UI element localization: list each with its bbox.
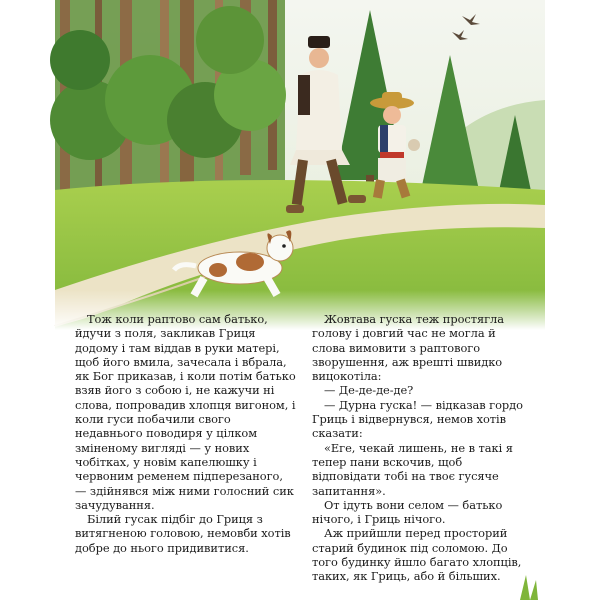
paragraph: — Де-де-де-де? bbox=[324, 383, 414, 398]
paragraph: Жовтава гуска теж простягла голову і довгий час не могла й слова вимовити з раптового зворушення, аж врешті швидко вицокотіла: bbox=[312, 312, 504, 384]
left-text-column bbox=[75, 312, 297, 555]
paragraph: Аж прийшли перед просторий старий будинок під соломою. До того будинку йшло багато хлопців, таких, як Гриць, або й більших. bbox=[312, 526, 522, 584]
right-text-column bbox=[312, 312, 527, 584]
paragraph: Тож коли раптово сам батько, йдучи з поля, закликав Гриця додому і там віддав в руки матері, щоб його вмила, зачесала і вбрала, як Бог приказав, і коли потім батько взяв його з собою і, не кажучи ні слова, попровадив хлопця вигоном, і коли гуси побачили свого недавнього поводиря у цілком зміненому вигляді — у нових чобітках, у новім капелюшку і червоним ременем підперезаного, — здійнявся між ними голосний сик зачудування. bbox=[75, 312, 296, 512]
paragraph: Білий гусак підбіг до Гриця з витягненою головою, немовби хотів добре до нього придивитися. bbox=[75, 512, 291, 555]
paragraph: «Еге, чекай лишень, не в такі я тепер пани вскочив, щоб відповідати тобі на твоє гусяче запитання». bbox=[312, 440, 513, 498]
paragraph: — Дурна гуска! — відказав гордо Гриць і відвернувся, немов хотів сказати: bbox=[312, 397, 523, 441]
paragraph: От ідуть вони селом — батько нічого, і Гриць нічого. bbox=[312, 497, 503, 527]
